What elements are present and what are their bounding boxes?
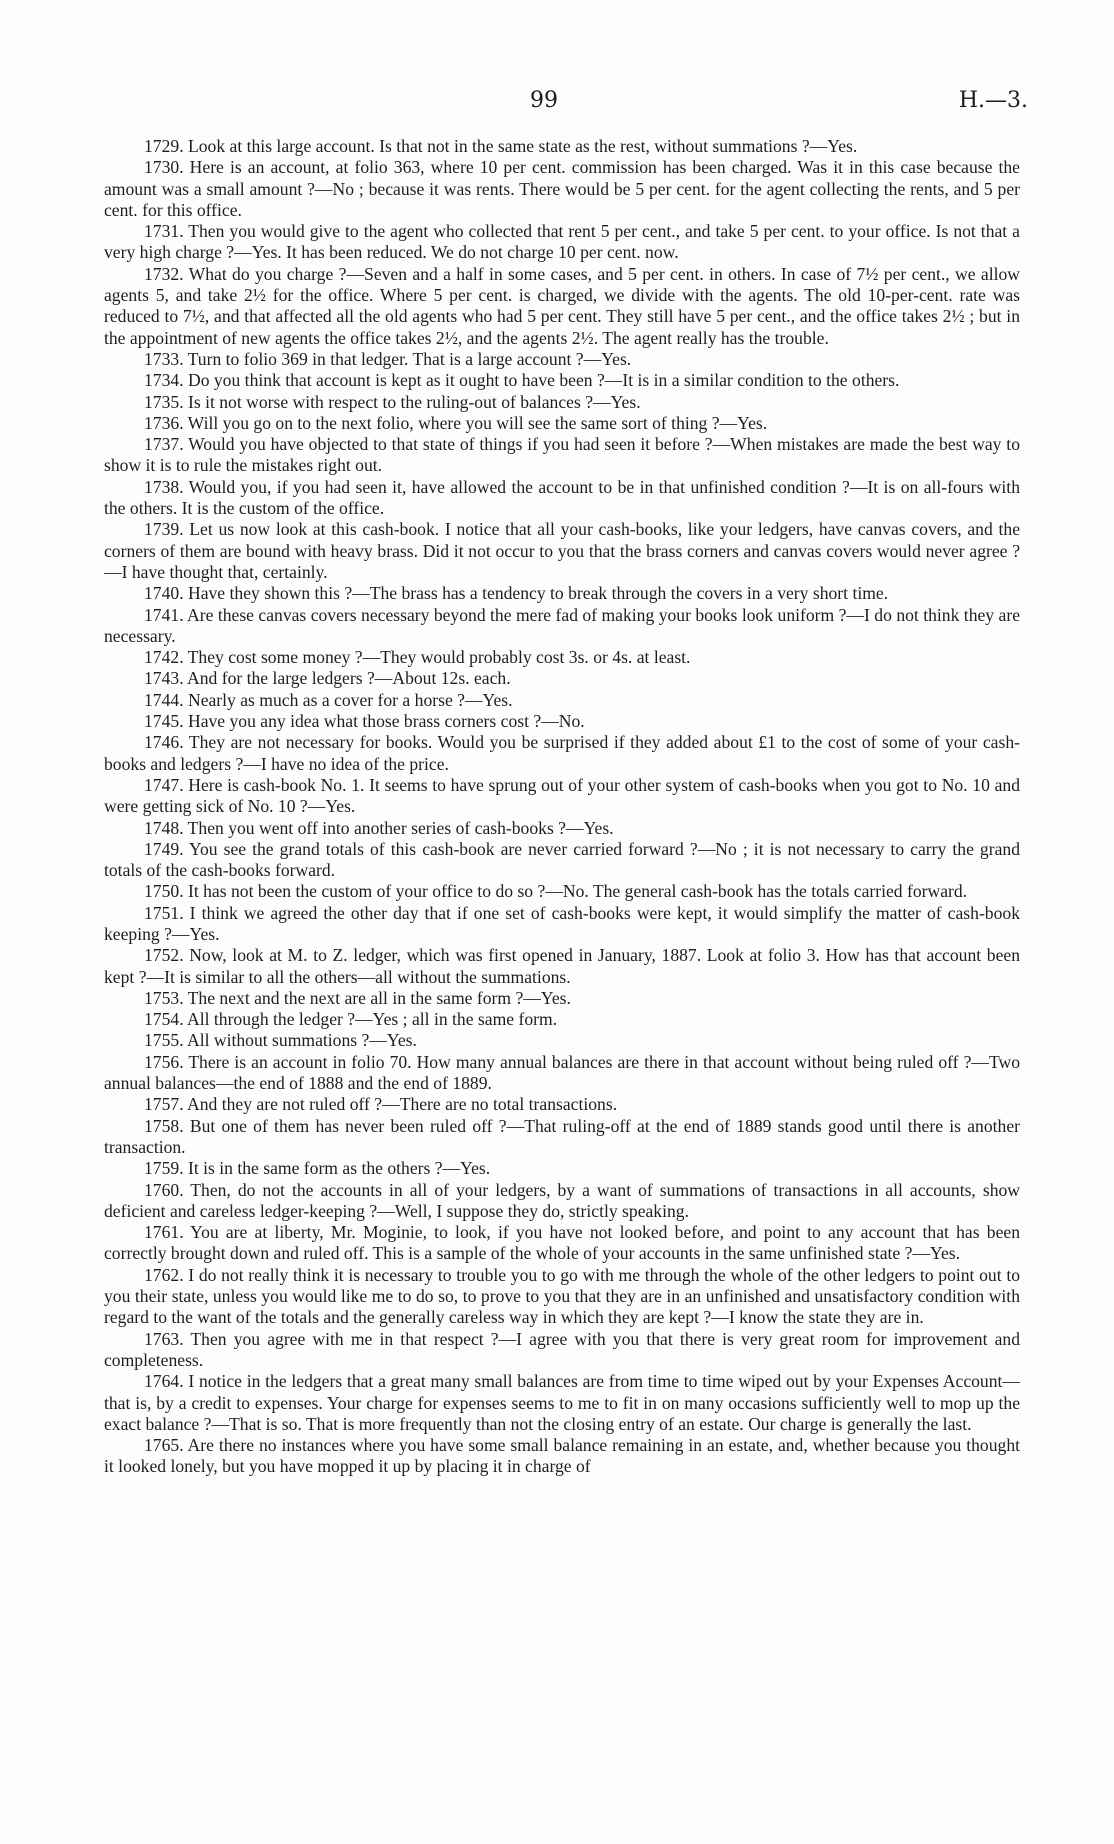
question-1742: 1742. They cost some money ?—They would probably cost 3s. or 4s. at least. [144, 647, 691, 668]
question-1764: 1764. I notice in the ledgers that a great many small balances are from time to time wiped out by your Expenses Account—that is, by a credit to expenses. Your charge for expenses seems to me to fit in on many occasions sufficiently well to mop up the exact balance ?—That is so. That is more frequently than not the closing entry of an estate. Our charge is generally the last. [104, 1371, 1020, 1434]
question-1757: 1757. And they are not ruled off ?—There are no total transactions. [144, 1094, 618, 1115]
question-1741: 1741. Are these canvas covers necessary beyond the mere fad of making your books look uniform ?—I do not think they are necessary. [104, 604, 1020, 646]
question-1763: 1763. Then you agree with me in that respect ?—I agree with you that there is very great room for improvement and completeness. [104, 1328, 1020, 1370]
page-header [0, 82, 1114, 122]
question-1758: 1758. But one of them has never been ruled off ?—That ruling-off at the end of 1889 stands good until there is another transaction. [104, 1115, 1020, 1157]
document-reference: H.—3. [958, 88, 1028, 113]
question-1747: 1747. Here is cash-book No. 1. It seems to have sprung out of your other system of cash-books when you got to No. 10 and were getting sick of No. 10 ?—Yes. [104, 774, 1020, 817]
page-number: 99 [530, 88, 558, 113]
question-1748: 1748. Then you went off into another series of cash-books ?—Yes. [144, 817, 614, 838]
question-1738: 1738. Would you, if you had seen it, have allowed the account to be in that unfinished condition ?—It is on all-fours with the others. It is the custom of the office. [104, 476, 1020, 519]
question-1743: 1743. And for the large ledgers ?—About 12s. each. [144, 668, 511, 689]
question-1736: 1736. Will you go on to the next folio, where you will see the same sort of thing ?—Yes. [144, 412, 768, 433]
question-1761: 1761. You are at liberty, Mr. Moginie, to look, if you have not looked before, and point to any account that has been correctly brought down and ruled off. This is a sample of the whole of your accounts in the same unfinished state ?—Yes. [104, 1222, 1020, 1264]
question-1729: 1729. Look at this large account. Is that not in the same state as the rest, without summations ?—Yes. [144, 136, 858, 156]
question-1756: 1756. There is an account in folio 70. How many annual balances are there in that account without being ruled off ?—Two annual balances—the end of 1888 and the end of 1889. [104, 1051, 1020, 1094]
question-1750: 1750. It has not been the custom of your office to do so ?—No. The general cash-book has the totals carried forward. [144, 881, 968, 902]
question-1754: 1754. All through the ledger ?—Yes ; all in the same form. [144, 1009, 558, 1030]
question-1746: 1746. They are not necessary for books. Would you be surprised if they added about £1 to the cost of some of your cash-books and ledgers ?—I have no idea of the price. [104, 732, 1020, 774]
question-1744: 1744. Nearly as much as a cover for a horse ?—Yes. [144, 689, 513, 710]
body-text [104, 136, 1020, 1478]
question-1735: 1735. Is it not worse with respect to the ruling-out of balances ?—Yes. [144, 391, 641, 412]
question-1755: 1755. All without summations ?—Yes. [144, 1030, 417, 1051]
question-1733: 1733. Turn to folio 369 in that ledger. That is a large account ?—Yes. [144, 348, 632, 369]
question-1740: 1740. Have they shown this ?—The brass has a tendency to break through the covers in a very short time. [144, 583, 889, 604]
question-1730: 1730. Here is an account, at folio 363, where 10 per cent. commission has been charged. Was it in this case because the amount was a small amount ?—No ; because it was rents. There would be 5 per cent. for the agent collecting the rents, and 5 per cent. for this office. [104, 157, 1020, 220]
question-1760: 1760. Then, do not the accounts in all of your ledgers, by a want of summations of transactions in all accounts, show deficient and careless ledger-keeping ?—Well, I suppose they do, strictly speaking. [104, 1179, 1020, 1221]
question-1762: 1762. I do not really think it is necessary to trouble you to go with me through the whole of the other ledgers to point out to you their state, unless you would like me to do so, to prove to you that they are in an unfinished and unsatisfactory condition with regard to the want of the totals and the generally careless way in which they are kept ?—I know the state they are in. [104, 1264, 1020, 1328]
question-1732: 1732. What do you charge ?—Seven and a half in some cases, and 5 per cent. in others. In case of 7½ per cent., we allow agents 5, and take 2½ for the office. Where 5 per cent. is charged, we divide with the agents. The old 10-per-cent. rate was reduced to 7½, and that affected all the old agents who had 5 per cent. They still have 5 per cent., and the office takes 2½ ; but in the appointment of new agents the office takes 2½, and the agents 2½. The agent really has the trouble. [104, 263, 1020, 348]
question-1749: 1749. You see the grand totals of this cash-book are never carried forward ?—No ; it is not necessary to carry the grand totals of the cash-books forward. [104, 838, 1020, 881]
question-1765: 1765. Are there no instances where you have some small balance remaining in an estate, and, whether because you thought it looked lonely, but you have mopped it up by placing it in charge of [104, 1435, 1020, 1477]
question-1752: 1752. Now, look at M. to Z. ledger, which was first opened in January, 1887. Look at folio 3. How has that account been kept ?—It is similar to all the others—all without the summations. [104, 945, 1020, 987]
question-1731: 1731. Then you would give to the agent who collected that rent 5 per cent., and take 5 per cent. to your office. Is not that a very high charge ?—Yes. It has been reduced. We do not charge 10 per cent. now. [104, 221, 1020, 263]
question-1753: 1753. The next and the next are all in the same form ?—Yes. [144, 987, 571, 1008]
question-1759: 1759. It is in the same form as the others ?—Yes. [144, 1158, 491, 1179]
question-1737: 1737. Would you have objected to that state of things if you had seen it before ?—When mistakes are made the best way to show it is to rule the mistakes right out. [104, 434, 1020, 476]
question-1751: 1751. I think we agreed the other day that if one set of cash-books were kept, it would simplify the matter of cash-book keeping ?—Yes. [104, 902, 1020, 944]
question-1739: 1739. Let us now look at this cash-book. I notice that all your cash-books, like your ledgers, have canvas covers, and the corners of them are bound with heavy brass. Did it not occur to you that the brass corners and canvas covers would never agree ?—I have thought that, certainly. [104, 519, 1020, 582]
question-1734: 1734. Do you think that account is kept as it ought to have been ?—It is in a similar condition to the others. [144, 370, 900, 391]
question-1745: 1745. Have you any idea what those brass corners cost ?—No. [144, 711, 585, 732]
